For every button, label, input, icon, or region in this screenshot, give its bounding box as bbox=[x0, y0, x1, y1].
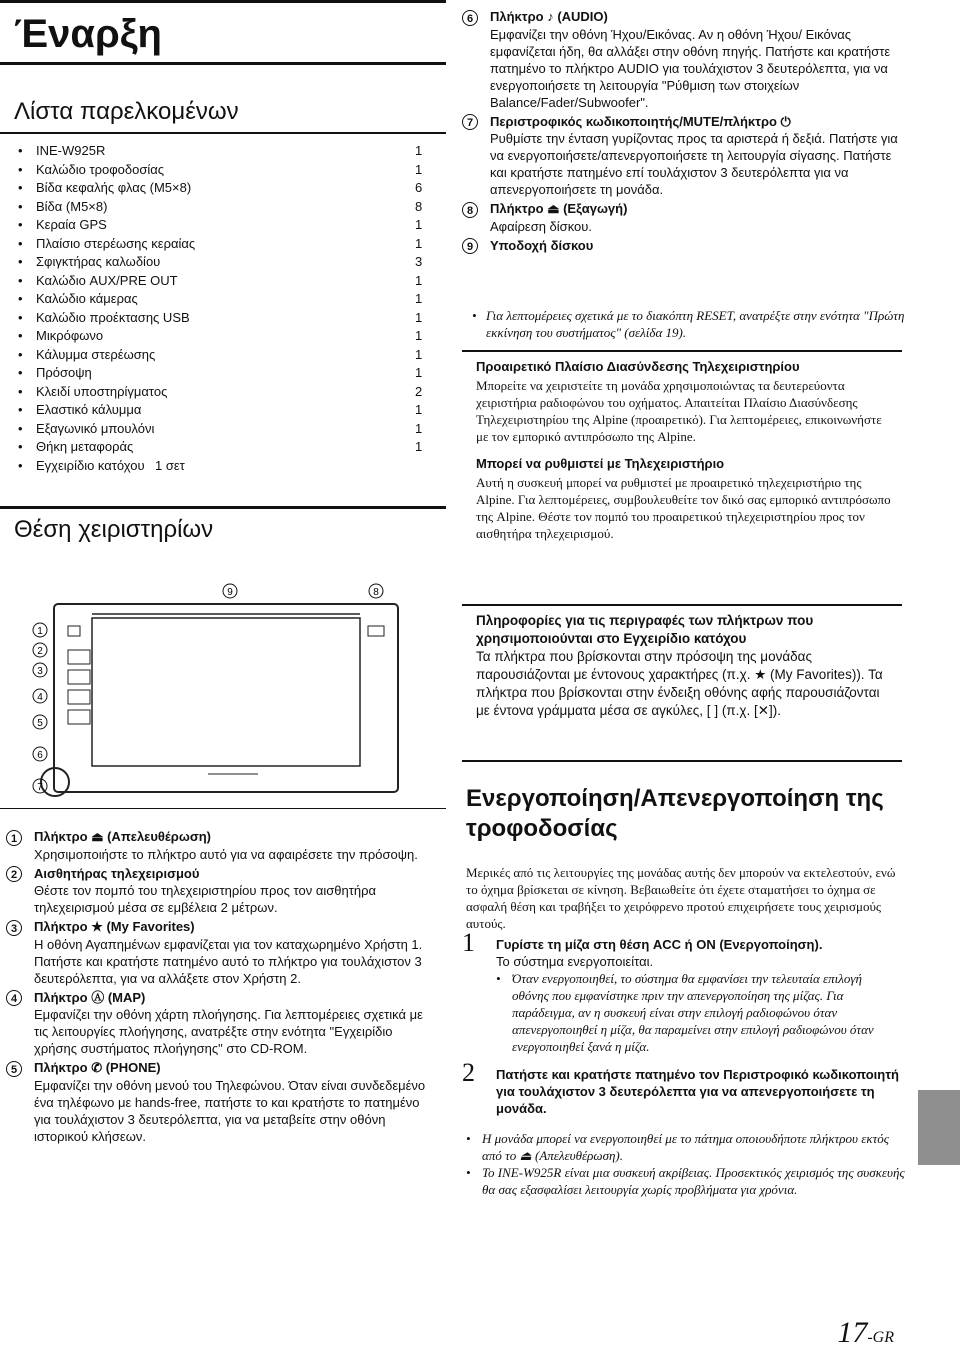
packing-item-name: Κάλυμμα στερέωσης bbox=[36, 346, 156, 362]
packing-item bbox=[14, 161, 424, 180]
control-item-number: 7 bbox=[462, 114, 478, 130]
control-item-heading bbox=[6, 828, 426, 846]
control-item-number: 1 bbox=[6, 830, 22, 846]
packing-item bbox=[14, 346, 424, 365]
packing-item bbox=[14, 401, 424, 420]
control-item-description: Θέστε τον πομπό του τηλεχειριστηρίου προς τον αισθητήρα τηλεχειρισμού μέσα σε εμβέλεια 2 μέτρων. bbox=[34, 883, 376, 916]
power-notes: • Η μονάδα μπορεί να ενεργοποιηθεί με το πάτημα οποιουδήποτε πλήκτρου εκτός από το ⏏ (Απελευθέρωση). • Το INE-W925R είναι μια συσκευή ακρίβειας. Προσεκτικός χειρισμός της συσκευής θα σας εξασφαλίσει λειτουργία χωρίς προβλήματα για χρόνια. bbox=[466, 1131, 905, 1197]
packing-item-qty: 1 bbox=[414, 438, 422, 457]
control-item bbox=[6, 918, 426, 987]
left-items bbox=[6, 828, 426, 1147]
control-item bbox=[6, 828, 426, 863]
control-item-title: Πλήκτρο Ⓐ (MAP) bbox=[34, 989, 146, 1005]
control-item-number: 3 bbox=[6, 920, 22, 936]
control-item-number: 5 bbox=[6, 1061, 22, 1077]
packing-item-name: Ελαστικό κάλυμμα bbox=[36, 402, 142, 417]
packing-item-name: INE-W925R bbox=[36, 143, 106, 158]
control-item-heading bbox=[462, 200, 902, 218]
step-2 bbox=[462, 1058, 902, 1117]
section-tab bbox=[918, 1090, 960, 1165]
step-1-body: Το σύστημα ενεργοποιείται. bbox=[496, 954, 654, 969]
page-number bbox=[837, 1316, 894, 1350]
right-items bbox=[462, 8, 902, 256]
control-item-description: Ρυθμίστε την ένταση γυρίζοντας προς τα αριστερά ή δεξιά. Πατήστε για να ενεργοποιήσετε/απενεργοποιήσετε τη λειτουργία σίγασης. Πατήστε και κρατήστε πατημένο επί τουλάχιστον 3 δευτερόλεπτα για να απενεργοποιήσετε τη μονάδα. bbox=[490, 131, 898, 198]
step-2-number: 2 bbox=[462, 1058, 475, 1087]
packing-item-qty: 1 bbox=[414, 290, 422, 309]
control-item-heading bbox=[462, 113, 902, 131]
power-heading: Ενεργοποίηση/Απενεργοποίηση της τροφοδοσίας bbox=[466, 785, 884, 842]
control-item-number: 2 bbox=[6, 866, 22, 882]
packing-item-qty: 1 σετ bbox=[154, 457, 185, 476]
packing-item-name: Σφιγκτήρας καλωδίου bbox=[36, 254, 161, 269]
control-item-title: Περιστροφικός κωδικοποιητής/MUTE/πλήκτρο ⏻ bbox=[490, 113, 791, 129]
packing-item bbox=[14, 253, 424, 272]
control-item-title: Πλήκτρο ★ (My Favorites) bbox=[34, 919, 195, 935]
control-item-heading bbox=[6, 989, 426, 1007]
label-6: 6 bbox=[37, 750, 43, 761]
front-panel-diagram bbox=[28, 578, 428, 798]
packing-item-qty: 8 bbox=[414, 198, 422, 217]
packing-item-qty: 6 bbox=[414, 179, 422, 198]
control-item-title: Αισθητήρας τηλεχειρισμού bbox=[34, 865, 200, 881]
page-title: Έναρξη bbox=[14, 12, 162, 56]
packing-item-name: Βίδα (M5×8) bbox=[36, 198, 108, 214]
control-item bbox=[6, 989, 426, 1058]
control-item-heading bbox=[462, 8, 902, 26]
packing-item bbox=[14, 198, 424, 217]
packing-item-qty: 1 bbox=[414, 401, 422, 420]
control-item-number: 6 bbox=[462, 10, 478, 26]
control-item-description: Η οθόνη Αγαπημένων εμφανίζεται για τον καταχωρημένο Χρήστη 1. Πατήστε και κρατήστε πατημένο αυτό το πλήκτρο για τουλάχιστον 3 δευτερόλεπτα, για να αλλάξετε στον Χρήστη 2. bbox=[34, 936, 423, 986]
control-item bbox=[462, 237, 902, 255]
packing-item-name: Κλειδί υποστηρίγματος bbox=[36, 383, 168, 399]
top-rule bbox=[0, 0, 446, 3]
label-1: 1 bbox=[37, 626, 43, 637]
packing-item bbox=[14, 142, 424, 161]
packing-item-name: Κεραία GPS bbox=[36, 217, 107, 232]
screen-area bbox=[92, 618, 360, 766]
packing-item-qty: 1 bbox=[414, 327, 422, 346]
label-2: 2 bbox=[37, 646, 43, 657]
label-4: 4 bbox=[37, 692, 43, 703]
device-outline bbox=[54, 604, 398, 792]
control-item bbox=[6, 865, 426, 917]
label-8: 8 bbox=[373, 587, 379, 598]
packing-item bbox=[14, 420, 424, 439]
packing-item-qty: 1 bbox=[414, 216, 422, 235]
control-item-heading bbox=[6, 1059, 426, 1077]
packing-item-qty: 1 bbox=[414, 309, 422, 328]
packing-item-qty: 1 bbox=[414, 142, 422, 161]
packing-item-name: Πλαίσιο στερέωσης κεραίας bbox=[36, 235, 196, 251]
control-item-description: Αφαίρεση δίσκου. bbox=[490, 218, 593, 234]
power-rule bbox=[462, 760, 902, 762]
control-item bbox=[462, 200, 902, 235]
packing-item-qty: 1 bbox=[414, 272, 422, 291]
packing-item bbox=[14, 290, 424, 309]
label-9: 9 bbox=[227, 587, 233, 598]
packing-item-name: Θήκη μεταφοράς bbox=[36, 439, 134, 454]
remote-interface-box bbox=[476, 358, 896, 542]
box2-heading: Μπορεί να ρυθμιστεί με Τηλεχειριστήριο bbox=[476, 456, 725, 471]
packing-item bbox=[14, 272, 424, 291]
control-item bbox=[6, 1059, 426, 1145]
packing-item bbox=[14, 327, 424, 346]
control-item-description: Εμφανίζει την οθόνη μενού του Τηλεφώνου. Όταν είναι συνδεδεμένο ένα τηλέφωνο με hands-free, πατήστε το και κρατήστε το πατημένο για τουλάχιστον 3 δευτερόλεπτα, για να μεταβείτε στην οθόνη ιστορικού κλήσεων. bbox=[34, 1077, 426, 1144]
packing-item-name: Πρόσοψη bbox=[36, 365, 92, 380]
packing-item-name: Εγχειρίδιο κατόχου bbox=[36, 457, 145, 473]
step-1-heading: Γυρίστε τη μίζα στη θέση ACC ή ON (Ενεργοποίηση). bbox=[496, 937, 823, 952]
control-item-heading bbox=[6, 865, 426, 883]
control-item-description: Εμφανίζει την οθόνη Ήχου/Εικόνας. Αν η οθόνη Ήχου/ Εικόνας εμφανίζεται ήδη, θα αλλάξει στην οθόνη πηγής. Πατήστε και κρατήστε πατημένο το πλήκτρο AUDIO για τουλάχιστον 3 δευτερόλεπτα, για να ενεργοποιήσετε τη λειτουργία "Ρύθμιση των στοιχείων Balance/Fader/Subwoofer". bbox=[490, 26, 891, 110]
box3-body: Τα πλήκτρα που βρίσκονται στην πρόσοψη της μονάδας παρουσιάζονται με έντονους χαρακτήρες (π.χ. ★ (My Favorites)). Τα πλήκτρα που βρίσκονται στην ένδειξη οθόνης αφής παρουσιάζονται με έντονα γράμματα μέσα σε αγκύλες, [ ] (π.χ. [✕]). bbox=[476, 649, 883, 718]
controls-rule bbox=[0, 506, 446, 509]
power-note-1: Η μονάδα μπορεί να ενεργοποιηθεί με το πάτημα οποιουδήποτε πλήκτρου εκτός από το ⏏ (Απελευθέρωση). bbox=[482, 1131, 889, 1163]
power-note-2: Το INE-W925R είναι μια συσκευή ακρίβειας. Προσεκτικός χειρισμός της συσκευής θα σας εξασφαλίσει λειτουργία χωρίς προβλήματα για χρόνια. bbox=[482, 1165, 905, 1197]
packing-item bbox=[14, 309, 424, 328]
box2-body: Αυτή η συσκευή μπορεί να ρυθμιστεί με προαιρετικό τηλεχειριστήριο της Alpine. Για λεπτομέρειες, συμβουλευθείτε τον δικό σας εμπορικό αντιπρόσωπο της Alpine. Θέστε τον πομπό του προαιρετικού τηλεχειριστηρίου προς τον αισθητήρα τηλεχειρισμού. bbox=[476, 475, 891, 541]
reset-note: • Για λεπτομέρειες σχετικά με το διακόπτη RESET, ανατρέξτε στην ενότητα "Πρώτη εκκίνηση του συστήματος" (σελίδα 19). bbox=[472, 308, 905, 340]
label-3: 3 bbox=[37, 666, 43, 677]
box3-rule bbox=[462, 604, 902, 606]
control-item bbox=[462, 113, 902, 199]
step-2-heading: Πατήστε και κρατήστε πατημένο τον Περιστροφικό κωδικοποιητή για τουλάχιστον 3 δευτερόλεπτα για να απενεργοποιήσετε τη μονάδα. bbox=[496, 1067, 899, 1116]
packing-item-qty: 2 bbox=[414, 383, 422, 402]
control-item-title: Υποδοχή δίσκου bbox=[490, 237, 594, 253]
packing-item-name: Καλώδιο τροφοδοσίας bbox=[36, 161, 165, 177]
page-number-suffix: -GR bbox=[867, 1329, 894, 1346]
packing-list bbox=[14, 142, 424, 475]
control-item-title: Πλήκτρο ⏏ (Εξαγωγή) bbox=[490, 201, 628, 217]
audio-key bbox=[68, 710, 90, 724]
packing-item bbox=[14, 438, 424, 457]
packing-item-qty: 1 bbox=[414, 420, 422, 439]
eject-key bbox=[368, 626, 384, 636]
step-1 bbox=[462, 928, 902, 1055]
packing-item-name: Μικρόφωνο bbox=[36, 328, 104, 343]
diagram-rule bbox=[0, 808, 446, 809]
packing-item-name: Βίδα κεφαλής φλας (M5×8) bbox=[36, 180, 192, 195]
packing-item bbox=[14, 235, 424, 254]
page-number-value: 17 bbox=[837, 1316, 868, 1349]
packing-item-name: Καλώδιο AUX/PRE OUT bbox=[36, 272, 178, 288]
packing-item-name: Καλώδιο κάμερας bbox=[36, 291, 138, 306]
release-key bbox=[68, 626, 80, 636]
phone-key bbox=[68, 690, 90, 704]
step-1-number: 1 bbox=[462, 928, 475, 957]
box1-body: Μπορείτε να χειριστείτε τη μονάδα χρησιμοποιώντας τα δευτερεύοντα χειριστήρια ραδιοφώνου του οχήματος. Απαιτείται Πλαίσιο Διασύνδεσης Τηλεχειριστηρίου της Alpine (προαιρετικό). Για λεπτομέρειες, επικοινωνήστε με τον εμπορικό αντιπρόσωπο της Alpine. bbox=[476, 378, 882, 444]
packing-heading: Λίστα παρελκομένων bbox=[14, 98, 239, 125]
control-item-title: Πλήκτρο ⏏ (Απελευθέρωση) bbox=[34, 829, 211, 844]
packing-item bbox=[14, 216, 424, 235]
label-5: 5 bbox=[37, 718, 43, 729]
control-item-title: Πλήκτρο ♪ (AUDIO) bbox=[490, 9, 608, 24]
control-item-description: Εμφανίζει την οθόνη χάρτη πλοήγησης. Για λεπτομέρειες σχετικά με τις λειτουργίες πλοήγησης, ανατρέξτε στην ενότητα "Εγχειρίδιο χρήσης συστήματος πλοήγησης" στο CD-ROM. bbox=[34, 1007, 423, 1057]
box1-rule bbox=[462, 350, 902, 352]
step-1-note: • Όταν ενεργοποιηθεί, το σύστημα θα εμφανίσει την τελευταία επιλογή οθόνης που εμφανίστηκε πριν την απενεργοποίηση της μίζας. Για παράδειγμα, αν η συσκευή είναι στην επιλογή ραδιοφώνου όταν απενεργοποιηθεί η μίζα, θα παραμείνει στην επιλογή ραδιοφώνου όταν ενεργοποιηθεί ξανά η μίζα. bbox=[496, 971, 874, 1054]
control-item bbox=[462, 8, 902, 111]
favorites-key bbox=[68, 650, 90, 664]
map-key bbox=[68, 670, 90, 684]
control-item-number: 8 bbox=[462, 202, 478, 218]
packing-item bbox=[14, 179, 424, 198]
box1-heading: Προαιρετικό Πλαίσιο Διασύνδεσης Τηλεχειριστηρίου bbox=[476, 359, 800, 374]
packing-item-qty: 1 bbox=[414, 161, 422, 180]
label-7: 7 bbox=[37, 782, 43, 793]
packing-item-qty: 3 bbox=[414, 253, 422, 272]
packing-item bbox=[14, 383, 424, 402]
key-info-box bbox=[476, 612, 896, 720]
packing-rule bbox=[0, 132, 446, 134]
packing-item-qty: 1 bbox=[414, 364, 422, 383]
packing-item bbox=[14, 457, 424, 476]
packing-item-name: Εξαγωνικό μπουλόνι bbox=[36, 420, 155, 436]
control-item-number: 9 bbox=[462, 238, 478, 254]
control-item-heading bbox=[462, 237, 902, 255]
control-item-number: 4 bbox=[6, 990, 22, 1006]
control-item-heading bbox=[6, 918, 426, 936]
packing-item-qty: 1 bbox=[414, 235, 422, 254]
packing-item-name: Καλώδιο προέκτασης USB bbox=[36, 309, 190, 325]
control-item-title: Πλήκτρο ✆ (PHONE) bbox=[34, 1060, 161, 1076]
power-intro: Μερικές από τις λειτουργίες της μονάδας αυτής δεν μπορούν να εκτελεστούν, ενώ το όχημα βρίσκεται σε κίνηση. Βεβαιωθείτε ότι έχετε σταματήσει το όχημα σε ασφαλή θέση και τραβήξει το χειρόφρενο προτού επιχειρήσετε τους χειρισμούς αυτούς. bbox=[466, 865, 896, 931]
packing-item bbox=[14, 364, 424, 383]
title-rule bbox=[0, 62, 446, 65]
controls-heading: Θέση χειριστηρίων bbox=[14, 516, 214, 543]
box3-heading: Πληροφορίες για τις περιγραφές των πλήκτρων που χρησιμοποιούνται στο Εγχειρίδιο κατόχου bbox=[476, 613, 814, 646]
packing-item-qty: 1 bbox=[414, 346, 422, 365]
control-item-description: Χρησιμοποιήστε το πλήκτρο αυτό για να αφαιρέσετε την πρόσοψη. bbox=[34, 846, 418, 862]
